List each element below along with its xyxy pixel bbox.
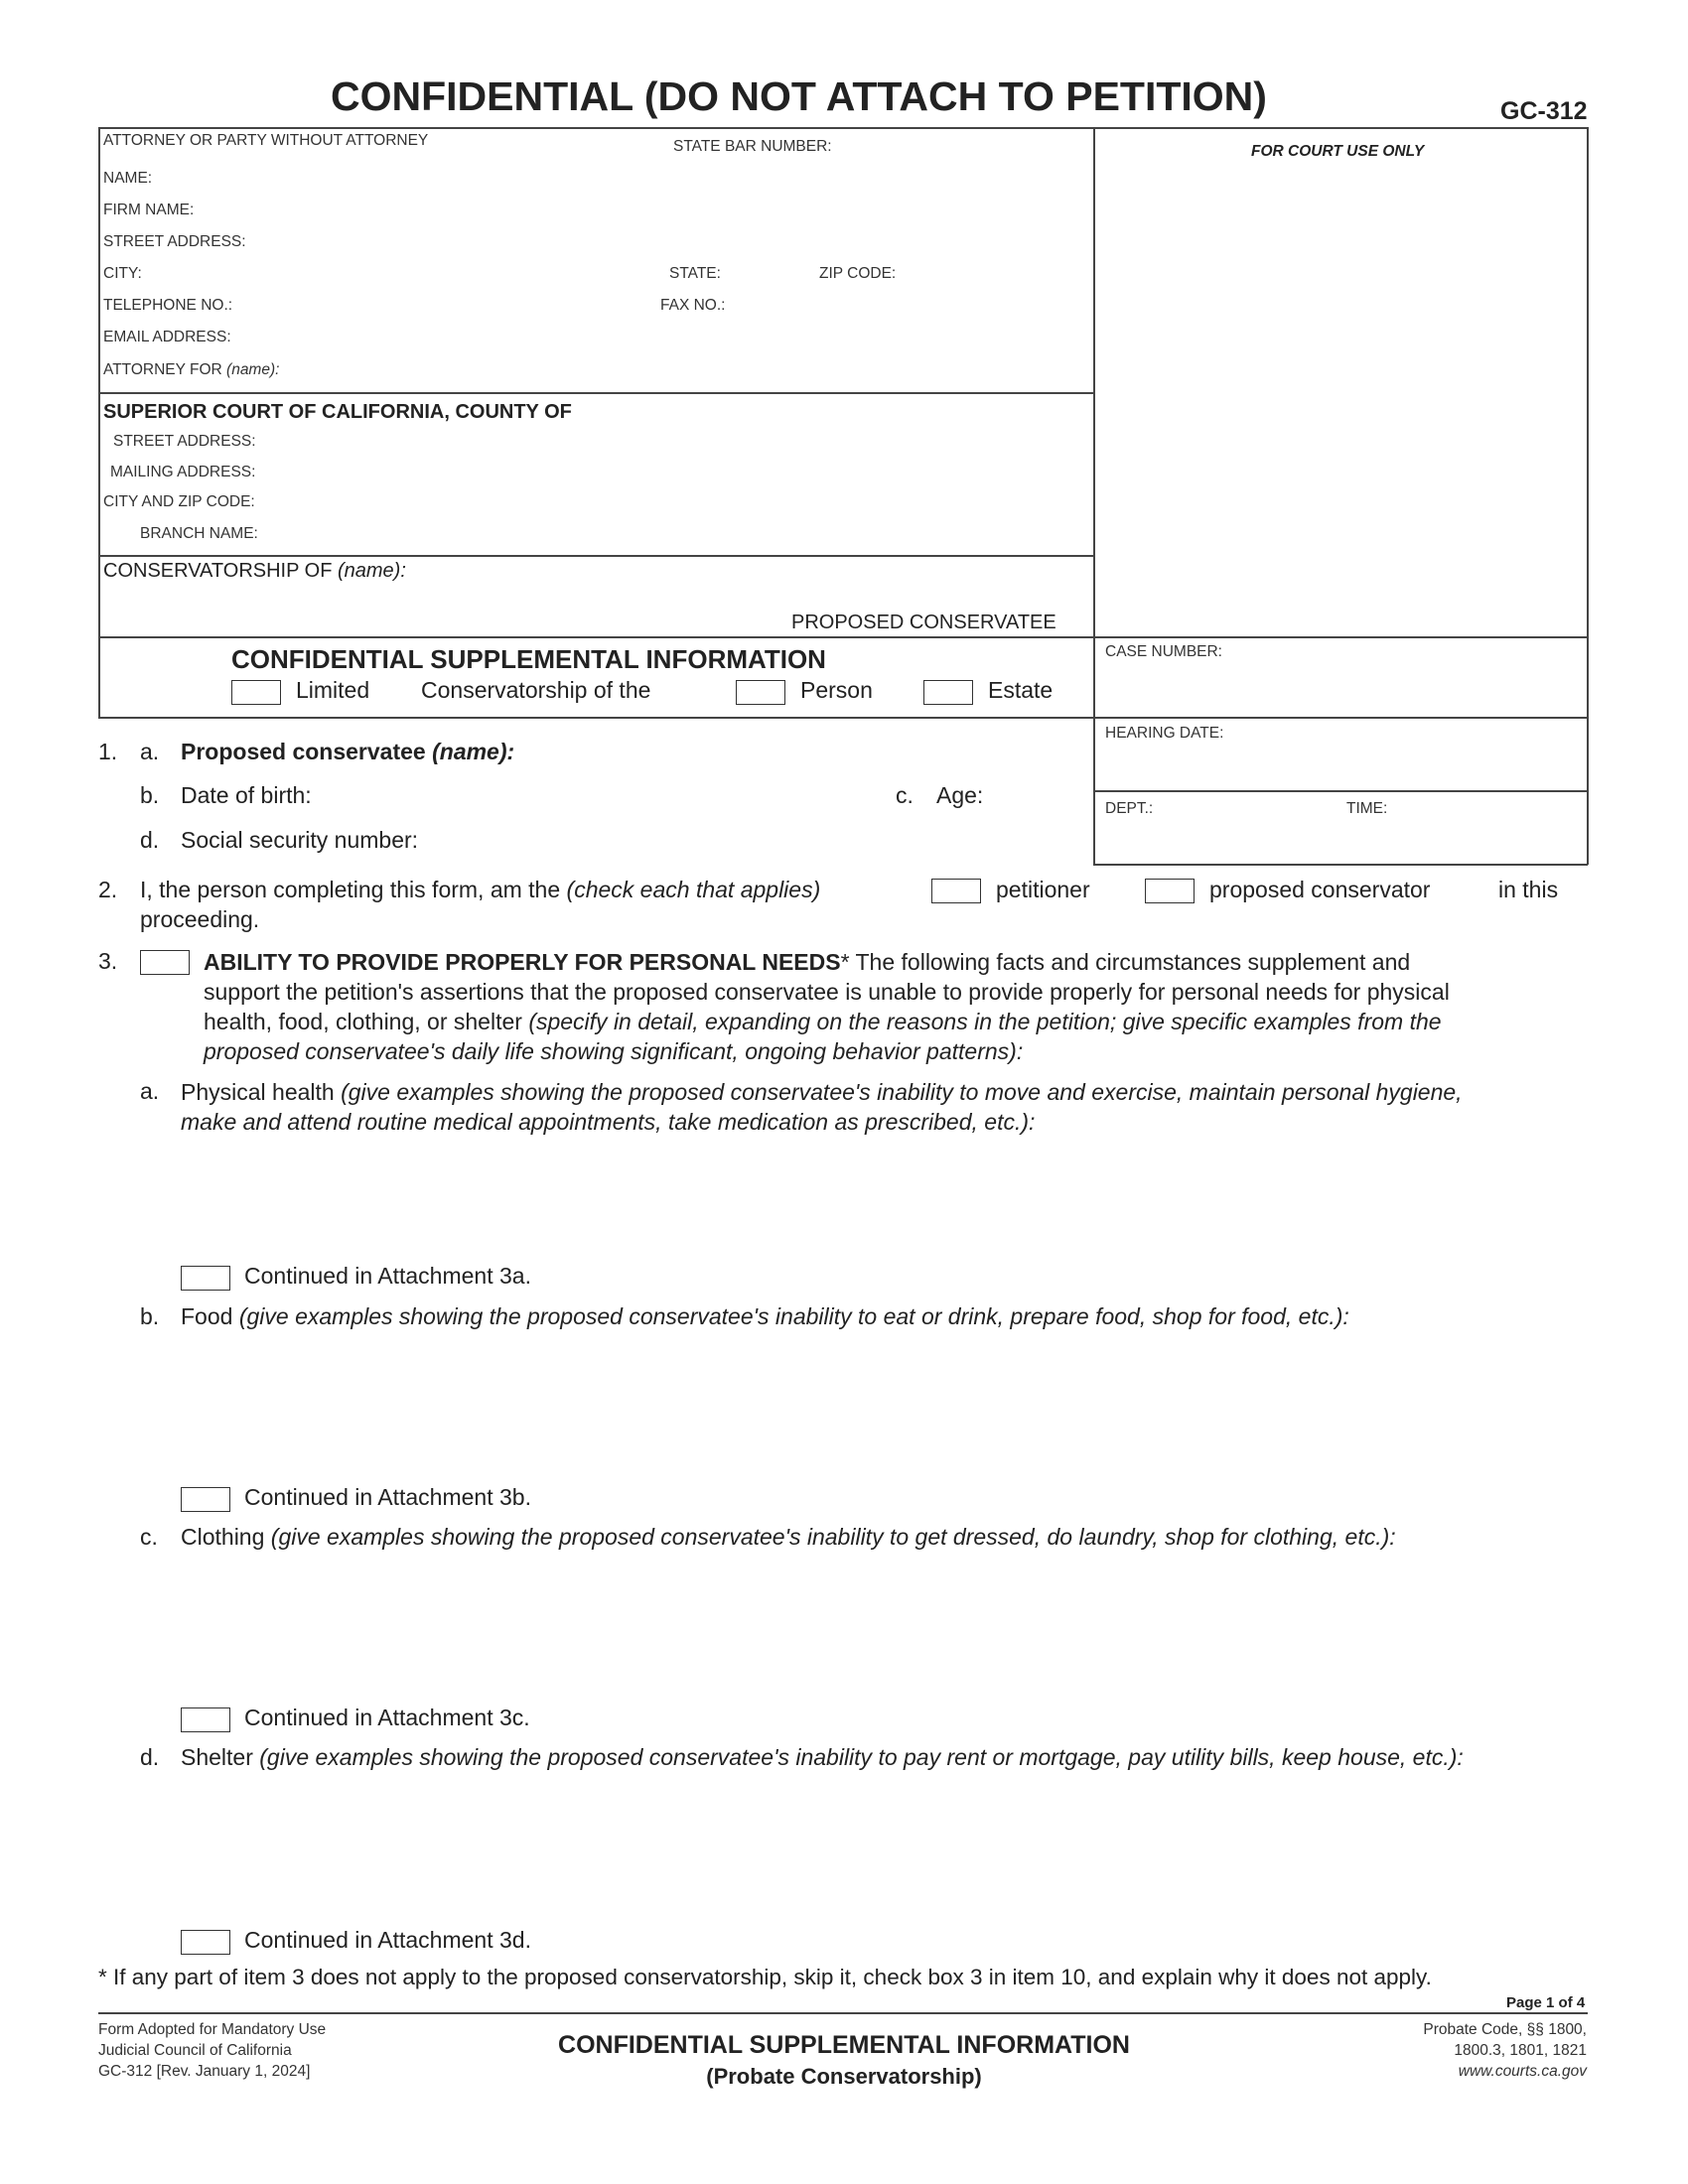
- item3d-letter: d.: [140, 1744, 160, 1770]
- item1a-letter: a.: [140, 739, 160, 764]
- food-label: Food: [181, 1303, 233, 1329]
- attachment-3c-checkbox[interactable]: [181, 1707, 230, 1732]
- right-border: [1587, 127, 1589, 865]
- name-label: NAME:: [103, 170, 153, 187]
- item3a-letter: a.: [140, 1078, 160, 1104]
- estate-checkbox[interactable]: [923, 680, 973, 705]
- footer-rule: [98, 2012, 1588, 2014]
- title-top-divider: [98, 636, 1588, 638]
- item3-line3: [204, 1007, 1584, 1036]
- proposed-conservatee-role: PROPOSED CONSERVATEE: [791, 612, 1056, 633]
- item3-number: 3.: [98, 948, 118, 974]
- proposed-conservator-checkbox[interactable]: [1145, 879, 1195, 903]
- middle-divider: [1093, 127, 1095, 865]
- item3a-line1: [181, 1077, 1581, 1107]
- attachment-3d-label: Continued in Attachment 3d.: [244, 1927, 531, 1953]
- form-number: GC-312: [1500, 97, 1588, 125]
- item1-number: 1.: [98, 739, 118, 764]
- item3-intro-2: support the petition's assertions that the proposed conservatee is unable to provide properly for personal needs for physical: [204, 979, 1450, 1005]
- top-border: [98, 127, 1588, 129]
- form-title: CONFIDENTIAL (DO NOT ATTACH TO PETITION): [331, 73, 1267, 119]
- attachment-3d-checkbox[interactable]: [181, 1930, 230, 1955]
- court-city-zip-label: CITY AND ZIP CODE:: [103, 493, 255, 510]
- case-number-label: CASE NUMBER:: [1105, 643, 1222, 660]
- title-bottom-divider: [98, 717, 1588, 719]
- time-label: TIME:: [1346, 800, 1388, 817]
- item3c-letter: c.: [140, 1524, 158, 1550]
- proceeding-label: proceeding.: [140, 906, 260, 932]
- court-branch-label: BRANCH NAME:: [140, 525, 258, 542]
- item3a-text: [181, 1077, 1581, 1137]
- dept-label: DEPT.:: [1105, 800, 1154, 817]
- attachment-3b-checkbox[interactable]: [181, 1487, 230, 1512]
- food-hint: (give examples showing the proposed conservatee's inability to eat or drink, prepare food, shop for food, etc.):: [238, 1303, 1349, 1329]
- item3d-text: [181, 1744, 1464, 1771]
- item3-line1: [204, 947, 1584, 977]
- item1a-label: [181, 739, 514, 765]
- proposed-conservatee-text: Proposed conservatee: [181, 739, 426, 764]
- court-mailing-label: MAILING ADDRESS:: [110, 464, 256, 480]
- item3-intro-4-hint: proposed conservatee's daily life showing significant, ongoing behavior patterns):: [204, 1038, 1024, 1064]
- clothing-hint: (give examples showing the proposed conservatee's inability to get dressed, do laundry, shop for clothing, etc.):: [270, 1524, 1396, 1550]
- proposed-conservatee-hint: (name):: [432, 739, 515, 764]
- right-box-bottom: [1093, 864, 1588, 866]
- conservatorship-hint: (name):: [337, 560, 406, 582]
- person-label: Person: [800, 677, 873, 703]
- state-label: STATE:: [669, 265, 721, 282]
- shelter-hint: (give examples showing the proposed conservatee's inability to pay rent or mortgage, pay utility bills, keep house, etc.):: [259, 1744, 1464, 1770]
- conservatorship-text: CONSERVATORSHIP OF: [103, 560, 333, 582]
- item2-number: 2.: [98, 877, 118, 902]
- footer-left-3: GC-312 [Rev. January 1, 2024]: [98, 2063, 311, 2080]
- item3c-text: [181, 1524, 1396, 1551]
- hearing-date-label: HEARING DATE:: [1105, 725, 1224, 742]
- item3-intro-3-hint: (specify in detail, expanding on the reasons in the petition; give specific examples from the: [528, 1009, 1442, 1034]
- in-this-label: in this: [1498, 877, 1559, 902]
- attachment-3a-checkbox[interactable]: [181, 1266, 230, 1291]
- physical-health-hint-1: (give examples showing the proposed conservatee's inability to move and exercise, maintain personal hygiene,: [341, 1079, 1463, 1105]
- footer-left-2: Judicial Council of California: [98, 2042, 292, 2059]
- physical-health-hint-2: make and attend routine medical appointments, take medication as prescribed, etc.):: [181, 1109, 1036, 1135]
- left-border: [98, 127, 100, 718]
- courts-website-link[interactable]: www.courts.ca.gov: [1458, 2063, 1587, 2080]
- firm-name-label: FIRM NAME:: [103, 202, 195, 218]
- item1b-letter: b.: [140, 782, 160, 808]
- footer-center-subtitle: (Probate Conservatorship): [706, 2064, 982, 2089]
- attorney-for-label: [103, 361, 279, 379]
- court-use-only: FOR COURT USE ONLY: [1251, 143, 1425, 160]
- footer-right: [1291, 2019, 1587, 2082]
- court-conservatorship-divider: [98, 555, 1094, 557]
- attorney-heading: ATTORNEY OR PARTY WITHOUT ATTORNEY: [103, 132, 429, 149]
- conservatorship-label: [103, 560, 406, 583]
- supplemental-title: CONFIDENTIAL SUPPLEMENTAL INFORMATION: [231, 644, 826, 674]
- state-bar-label: STATE BAR NUMBER:: [673, 138, 832, 155]
- clothing-label: Clothing: [181, 1524, 265, 1550]
- item2-statement: [140, 877, 820, 903]
- limited-label: Limited: [296, 677, 370, 703]
- date-of-birth-label: Date of birth:: [181, 782, 312, 808]
- item3b-text: [181, 1303, 1349, 1330]
- attachment-3a-label: Continued in Attachment 3a.: [244, 1263, 531, 1289]
- attachment-3c-label: Continued in Attachment 3c.: [244, 1705, 530, 1730]
- footer-left-1: Form Adopted for Mandatory Use: [98, 2021, 327, 2038]
- item3-intro: [204, 947, 1584, 1066]
- footer-right-2: 1800.3, 1801, 1821: [1454, 2042, 1587, 2059]
- footer-center-title: CONFIDENTIAL SUPPLEMENTAL INFORMATION: [558, 2031, 1130, 2059]
- hearing-divider: [1093, 790, 1588, 792]
- item3b-letter: b.: [140, 1303, 160, 1329]
- item3-intro-3: health, food, clothing, or shelter: [204, 1009, 522, 1034]
- footer-right-1: Probate Code, §§ 1800,: [1423, 2021, 1587, 2038]
- item2-hint: (check each that applies): [566, 877, 821, 902]
- shelter-label: Shelter: [181, 1744, 253, 1770]
- zip-code-label: ZIP CODE:: [819, 265, 897, 282]
- limited-checkbox[interactable]: [231, 680, 281, 705]
- footer-left: [98, 2019, 326, 2082]
- age-label: Age:: [936, 782, 984, 808]
- email-label: EMAIL ADDRESS:: [103, 329, 231, 345]
- physical-health-label: Physical health: [181, 1079, 335, 1105]
- petitioner-checkbox[interactable]: [931, 879, 981, 903]
- item1d-letter: d.: [140, 827, 160, 853]
- item3-heading: ABILITY TO PROVIDE PROPERLY FOR PERSONAL NEEDS: [204, 949, 841, 975]
- ssn-label: Social security number:: [181, 827, 419, 853]
- attorney-for-hint: (name):: [226, 361, 280, 378]
- attachment-3b-label: Continued in Attachment 3b.: [244, 1484, 531, 1510]
- estate-label: Estate: [988, 677, 1054, 703]
- street-address-label: STREET ADDRESS:: [103, 233, 246, 250]
- proposed-conservator-label: proposed conservator: [1209, 877, 1431, 902]
- page-number: Page 1 of 4: [1506, 1994, 1586, 2011]
- item3-checkbox[interactable]: [140, 950, 190, 975]
- person-checkbox[interactable]: [736, 680, 785, 705]
- item3-intro-1: * The following facts and circumstances supplement and: [840, 949, 1411, 975]
- court-heading: SUPERIOR COURT OF CALIFORNIA, COUNTY OF: [103, 401, 572, 423]
- attorney-for-text: ATTORNEY FOR: [103, 361, 222, 378]
- item1c-letter: c.: [896, 782, 914, 808]
- petitioner-label: petitioner: [996, 877, 1090, 902]
- item2-text: I, the person completing this form, am the: [140, 877, 561, 902]
- attorney-court-divider: [98, 392, 1094, 394]
- city-label: CITY:: [103, 265, 142, 282]
- conservatorship-of-the-label: Conservatorship of the: [421, 677, 651, 703]
- telephone-label: TELEPHONE NO.:: [103, 297, 233, 314]
- court-street-label: STREET ADDRESS:: [113, 433, 256, 450]
- fax-label: FAX NO.:: [660, 297, 726, 314]
- footnote: * If any part of item 3 does not apply to the proposed conservatorship, skip it, check box 3 in item 10, and explain why it does not apply.: [98, 1965, 1432, 1989]
